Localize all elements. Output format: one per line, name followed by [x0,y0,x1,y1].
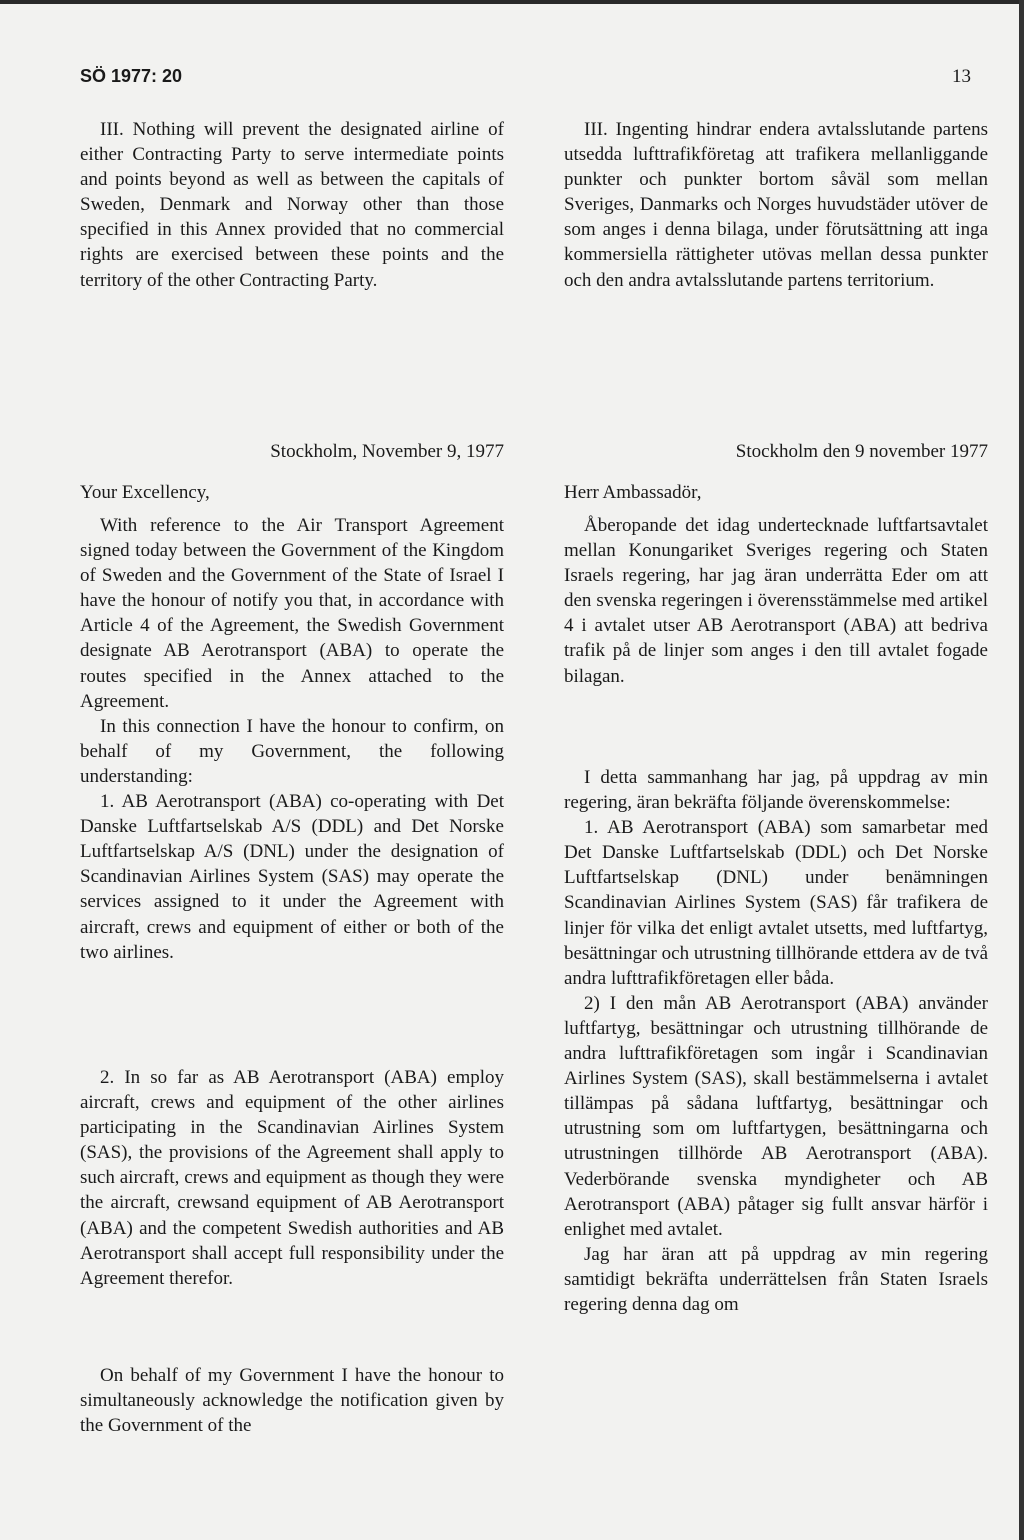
sv-para-reference-block [564,513,988,689]
en-date-block [80,439,504,464]
en-point-1: 1. AB Aerotransport (ABA) co-operating with Det Danske Luftfartselskab A/S (DDL) and Det Norske Luftfartselskap A/S (DNL) under the designation of Scandinavian Airlines System (SAS) may operate the services assigned to it under the Agreement with aircraft, crews and equipment of either or both of the two airlines. [80,791,504,963]
en-date-line: Stockholm, November 9, 1977 [270,441,504,462]
sv-para-connection: I detta sammanhang har jag, på uppdrag av min regering, äran bekräfta följande överenskommelse: [564,767,988,814]
sv-letter-body [564,765,988,1317]
en-point-2: 2. In so far as AB Aerotransport (ABA) employ aircraft, crews and equipment of the other airlines participating in the Scandinavian Airlines System (SAS), the provisions of the Agreement shall apply to such aircraft, crews and equipment as though they were the aircraft, crewsand equipment of AB Aerotransport (ABA) and the competent Swedish authorities and AB Aerotransport shall accept full responsibility under the Agreement therefor. [80,1067,504,1289]
page-right-edge [1019,0,1024,1540]
sv-point-2: 2) I den mån AB Aerotransport (ABA) använder luftfartyg, besättningar och utrustning tillhörande de andra lufttrafikföretagen som ingår i Scandinavian Airlines System (SAS), skall bestämmelserna i avtalet tillämpas på sådana luftfartyg, besättningar och utrustning som om luftfartygen, besättningarna och utrustningen tillhörde AB Aerotransport (ABA). Vederbörande svenska myndigheter och AB Aerotransport (ABA) påtager sig fullt ansvar härför i enlighet med avtalet. [564,992,988,1240]
en-annex-clause-block [80,117,504,293]
sv-salutation-block [564,480,988,505]
en-para-connection: In this connection I have the honour to confirm, on behalf of my Government, the following understanding: [80,715,504,787]
sv-annex-clause: III. Ingenting hindrar endera avtalsslutande partens utsedda lufttrafikföretag att trafikera mellanliggande punkter och punkter bortom såväl som mellan Sveriges, Danmarks och Norges huvudstäder utöver de som anges i denna bilaga, under förutsättning att inga kommersiella rättigheter utövas mellan dessa punkter och den andra avtalsslutande partens territorium. [564,119,988,291]
sv-date-block [564,439,988,464]
en-closing-block [80,1363,504,1438]
sv-date-line: Stockholm den 9 november 1977 [735,441,988,462]
sv-annex-clause-block [564,117,988,293]
en-annex-clause: III. Nothing will prevent the designated airline of either Contracting Party to serve intermediate points and points beyond as well as between the capitals of Sweden, Denmark and Norway other than those specified in this Annex provided that no commercial rights are exercised between these points and the territory of the other Contracting Party. [80,119,504,291]
page-number: 13 [952,66,971,87]
en-letter-body [80,513,504,965]
sv-para-reference: Åberopande det idag undertecknade luftfartsavtalet mellan Konungariket Sveriges regering och Staten Israels regering, har jag äran underrätta Eder om att den svenska regeringen i överensstämmelse med artikel 4 i avtalet utser AB Aerotransport (ABA) att bedriva trafik på de linjer som anges i den till avtalet fogade bilagan. [564,515,988,687]
page-top-border [0,0,1024,4]
en-para-reference: With reference to the Air Transport Agreement signed today between the Government of the Kingdom of Sweden and the Government of the State of Israel I have the honour of notify you that, in accordance with Article 4 of the Agreement, the Swedish Government designate AB Aerotransport (ABA) to operate the routes specified in the Annex attached to the Agreement. [80,515,504,712]
en-para-closing: On behalf of my Government I have the honour to simultaneously acknowledge the notification given by the Government of the [80,1365,504,1437]
sv-para-closing: Jag har äran att på uppdrag av min regering samtidigt bekräfta underrättelsen från Staten Israels regering denna dag om [564,1243,988,1315]
document-reference: SÖ 1977: 20 [80,66,183,86]
en-salutation: Your Excellency, [80,482,210,503]
en-point-2-block [80,1065,504,1291]
sv-point-1: 1. AB Aerotransport (ABA) som samarbetar med Det Danske Luftfartselskab (DDL) och Det Norske Luftfartselskap (DNL) under benämningen Scandinavian Airlines System (SAS) får trafikera de linjer för vilka det enligt avtalet utsetts, med luftfartyg, besättningar och utrustning tillhörande ettdera av de två andra lufttrafikföretagen eller båda. [564,817,988,989]
sv-salutation: Herr Ambassadör, [564,482,702,503]
en-salutation-block [80,480,504,505]
